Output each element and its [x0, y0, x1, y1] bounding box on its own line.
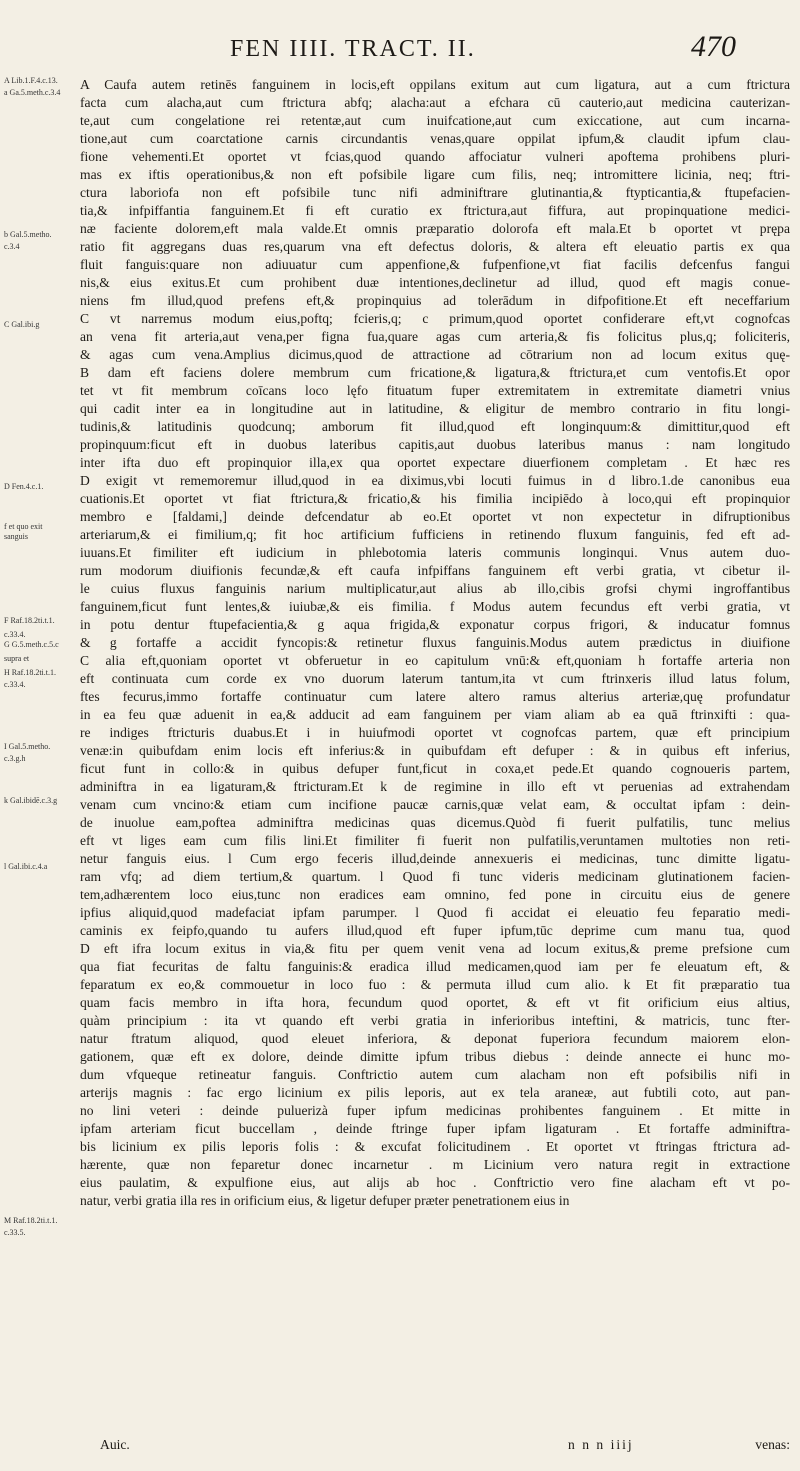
text-line: arterijs magnis : fac ergo licinium ex pilis leporis, aut ex tela araneæ, aut fubtili coto, aut pan-	[80, 1085, 790, 1100]
running-header	[80, 30, 780, 72]
text-line: venam cum vncino:& etiam cum incifione paucæ carnis,quæ velat eam, & occultat ipfam : dein-	[80, 797, 790, 812]
text-line: rum modorum diuifionis fecundæ,& eft caufa infpiffans fanguinem eft verbi gratia, vt cibetur il-	[80, 563, 790, 578]
text-line: inter ifta duo eft propinquior illa,ex qua oportet expectare diuerfionem completam . Et hæc res	[80, 455, 790, 470]
text-line: qui cadit inter ea in longitudine aut in latitudine, & eligitur de membro contrario in fitu longi-	[80, 401, 790, 416]
text-line: ram vfq; ad diem tertium,& quartum. l Quod fi tunc videris medicinam glutinationem facien-	[80, 869, 790, 884]
text-line: & g fortaffe a accidit fyncopis:& retinetur fluxus fanguinis.Modus autem prædictus in diuifione	[80, 635, 790, 650]
text-line: le cuius fluxus fanguinis narium multiplicatur,aut alius ab illo,cibis grofsi chymi ingroffantibus	[80, 581, 790, 596]
marginal-note: k Gal.ibidē.c.3.g	[4, 796, 58, 805]
text-line: propinquum:ficut eft in duobus lateribus capitis,aut duobus lateribus manus : nam longitudo	[80, 437, 790, 452]
text-line: arteriarum,& ei fimilium,q; fit hoc artificium fufficiens in retinendo fluxum fanguinis, fed eft ad-	[80, 527, 790, 542]
marginal-note: c.3.4	[4, 242, 20, 251]
marginal-notes	[4, 76, 76, 1436]
marginal-note: G G.5.meth.c.5.c	[4, 640, 59, 649]
text-line: de inuolue eam,poftea adminiftra medicinas quas dicemus.Quòd fi fuerit pulfatilis, tunc melius	[80, 815, 790, 830]
marginal-note: c.33.4.	[4, 680, 26, 689]
text-line: membro e [faldami,] deinde defcendatur ab eo.Et oportet vt non expectetur in difruptionibus	[80, 509, 790, 524]
text-line: hærente, quæ non feparetur donec incarnetur . m Licinium vero natura regit in extractione	[80, 1157, 790, 1172]
marginal-note: A Lib.1.F.4.c.13.	[4, 76, 58, 85]
text-line: tem,adhærentem loco eius,tunc non eradices eam omnino, fed pone in circuitu eius de genere	[80, 887, 790, 902]
text-line: tudinis,& latitudinis quodcunq; amborum fit illud,quod eft longinquum:& dimittitur,quod eft	[80, 419, 790, 434]
text-line: tia,& infpiffantia fanguinem.Et fi eft curatio ex ftrictura,aut fiffura, aut propinquatione medici-	[80, 203, 790, 218]
text-line: ratio fit aggregans duas res,quarum vna eft defectus doloris, & altera eft eleuatio partis ex qua	[80, 239, 790, 254]
text-line: eft vt liges eam cum filis lini.Et fimiliter fi fuerit non pulfatilis,veruntamen multoties non reti-	[80, 833, 790, 848]
text-line: tet vt fit membrum coīcans loco lęfo fituatum fuper extremitatem in extremitate diametri vnius	[80, 383, 790, 398]
text-line: fluit fanguis:quare non adiuuatur cum appenfione,& fufpenfione,vt fiat facilis defcenfus fangui	[80, 257, 790, 272]
text-line: dum vfqueque retineatur fanguis. Conftrictio autem cum alacham non eft pofsibilis nifi in	[80, 1067, 790, 1082]
marginal-note: sanguis	[4, 532, 28, 541]
text-line: caminis ex feipfo,quando tu aufers illud,quod eft fuper ipfum,tūc deprime cum manu tua, quod	[80, 923, 790, 938]
text-line: niens fm illud,quod prefens eft,& propinquius ad tolerādum in difpofitione.Et eft neceffarium	[80, 293, 790, 308]
text-line: adminiftra in ea ligaturam,& ftricturam.Et k de regimine in illo eft vt peruenias ad extrahendam	[80, 779, 790, 794]
text-line: A Caufa autem retinēs fanguinem in locis,eft oppilans exitum aut cum ligatura, aut a cum ftrictura	[80, 77, 790, 92]
text-line: ctura laboriofa non eft pofsibile tunc nifi adminiftrare glutinantia,& ftypticantia,& ftupefacien-	[80, 185, 790, 200]
text-line: tione,aut cum coarctatione carnis circundantis venas,quare oppilat ipfum,& claudit ipfum clau-	[80, 131, 790, 146]
marginal-note: H Raf.18.2ti.t.1.	[4, 668, 56, 677]
text-line: gationem, quæ eft ex dolore, deinde dimitte ipfum tribus diebus : deinde annecte ei hunc mo-	[80, 1049, 790, 1064]
main-text	[80, 76, 790, 1210]
text-line: cuationis.Et oportet vt fiat ftrictura,& fricatio,& his fimilia incipiēdo à loco,qui eft propinquior	[80, 491, 790, 506]
marginal-note: F Raf.18.2ti.t.1.	[4, 616, 55, 625]
text-line: te,aut cum congelatione rei retentæ,aut cum inuifcatione,aut cum exiccatione, aut cum incarna-	[80, 113, 790, 128]
text-line: in ea feu quæ aduenit in ea,& adducit ad eam fanguinem per viam aliam ab ea quā ftrinxifti : qua-	[80, 707, 790, 722]
text-line: in potu dentur ftupefacientia,& g aqua frigida,& exponatur corpus frigori, & inducatur fomnus	[80, 617, 790, 632]
text-line: eft continuata cum corde ex vno duorum laterum tantum,ita vt cum ftrinxeris illud latus folum,	[80, 671, 790, 686]
text-line: C alia eft,quoniam oportet vt obferuetur in eo capitulum vnū:& eft,quoniam h fortaffe arteria non	[80, 653, 790, 668]
text-line: & agas cum vena.Amplius dicimus,quod de attractione ad cōtrarium non ad locum exitus quę-	[80, 347, 790, 362]
text-line: qua fiat fecuritas de faltu fanguinis:& eradica illud medicamen,quod iam per fe eleuatum eft, &	[80, 959, 790, 974]
signature-mark: n n n iiij	[568, 1437, 634, 1452]
text-line: quàm principium : ita vt quando eft verbi gratia in inferioribus inteftini, & matricis, tunc fter-	[80, 1013, 790, 1028]
text-line: nis,& eius exitus.Et cum prohibent duæ intentiones,declinetur ad illud, quod eft magis conue-	[80, 275, 790, 290]
marginal-note: C Gal.ibi.g	[4, 320, 40, 329]
text-line: netur fanguis eius. l Cum ergo feceris illud,deinde annexueris ei medicinas, tunc dimitte ligatu-	[80, 851, 790, 866]
marginal-note: l Gal.ibi.c.4.a	[4, 862, 48, 871]
text-line: venæ:in quibufdam enim locis eft inferius:& in quibufdam eft defuper : & in quibus eft inferius,	[80, 743, 790, 758]
text-line: fione vehementi.Et oportet vt fcias,quod quando affociatur vulneri apoftema prohibens pluri-	[80, 149, 790, 164]
text-line: bis licinium ex pilis leporis folis : & excufat folicitudinem . Et oportet vt ftringas ftrictura ad-	[80, 1139, 790, 1154]
marginal-note: supra et	[4, 654, 30, 663]
text-line: facta cum alacha,aut cum ftrictura abfq; alacha:aut a efchara cū cauterio,aut medicina cauterizan-	[80, 95, 790, 110]
marginal-note: f et quo exit	[4, 522, 43, 531]
text-line: C vt narremus modum eius,poftq; fcieris,q; c primum,quod oportet confiderare eft,vt cognofcas	[80, 311, 790, 326]
marginal-note: D Fen.4.c.1.	[4, 482, 44, 491]
marginal-note: c.3.g.h	[4, 754, 26, 763]
text-line: ficut funt in collo:& in quibus defuper funt,ficut in coxa,et pede.Et quando cognoueris partem,	[80, 761, 790, 776]
marginal-note: c.33.5.	[4, 1228, 26, 1237]
text-line: feparatum ex eo,& commouetur in loco fuo : & permuta illud cum alio. k Et fit præparatio tua	[80, 977, 790, 992]
text-line: an vena fit arteria,aut vena,per figna fua,quare agas cum arteria,& fis folicitus plus,q; foliciteris,	[80, 329, 790, 344]
page-title: FEN IIII. TRACT. II.	[230, 36, 476, 62]
marginal-note: I Gal.5.metho.	[4, 742, 51, 751]
page-footer	[80, 1437, 790, 1457]
marginal-note: c.33.4.	[4, 630, 26, 639]
text-line: no lini veteri : deinde puluerizà fuper ipfum medicinas prohibentes fanguinem . Et mitte in	[80, 1103, 790, 1118]
text-line: B dam eft faciens dolere membrum cum fricatione,& ligatura,& ftrictura,et cum ventofis.Et opor	[80, 365, 790, 380]
text-line: natur, verbi gratia illa res in orificium eius, & ligetur defuper præter penetrationem eius in	[80, 1193, 570, 1208]
footer-author: Auic.	[100, 1437, 130, 1452]
page-number: 470	[691, 30, 736, 63]
text-line: ftes fecurus,immo fortaffe continuatur cum latere altero ramus alterius arteriæ,quę profundatur	[80, 689, 790, 704]
text-line: næ faciente dolorem,eft mala valde.Et omnis præparatio dolorofa eft mala.Et b oportet vt prępa	[80, 221, 790, 236]
text-line: fanguinem,ficut funt lentes,& iuiubæ,& eis fimilia. f Modus autem fecundus eft verbi gratia, vt	[80, 599, 790, 614]
text-line: natur ftratum aliquod, quod eleuet inferiora, & deponat fuperiora fecundum maiorem elon-	[80, 1031, 790, 1046]
text-line: quam facis membro in ifta hora, fecundum quod oportet, & eft vt fit orificium eius altius,	[80, 995, 790, 1010]
text-line: ipfam arteriam ficut buccellam , deinde ftringe fuper ipfam ligaturam . Et fortaffe adminiftra-	[80, 1121, 790, 1136]
text-line: eius paulatim, & expulfione eius, aut alijs ab hoc . Conftrictio vero fine alacham eft vt po-	[80, 1175, 790, 1190]
text-line: iuuans.Et fimiliter eft iudicium in phlebotomia lateris communis longinqui. Vnus autem duo-	[80, 545, 790, 560]
text-line: mas ex iftis operationibus,& non eft pofsibile ligare cum filis, neq; intromittere licinia, neq; ftri-	[80, 167, 790, 182]
text-line: ipfius aliquid,quod madefaciat ipfam parumper. l Quod fi accidat ei eleuatio feu feparatio medi-	[80, 905, 790, 920]
text-line: D eft ifra locum exitus in via,& fitu per quem venit vena ad locum exitus,& preme prefsione cum	[80, 941, 790, 956]
text-line: re indiges ftricturis duabus.Et i in huiufmodi oportet vt cognofcas partem, quæ eft principium	[80, 725, 790, 740]
marginal-note: a Ga.5.meth.c.3.4	[4, 88, 61, 97]
text-line: D exigit vt rememoremur illud,quod in ea diximus,vbi locuti fuimus in d libro.1.de canonibus eua	[80, 473, 790, 488]
catchword: venas:	[755, 1437, 790, 1452]
marginal-note: b Gal.5.metho.	[4, 230, 52, 239]
marginal-note: M Raf.18.2ti.t.1.	[4, 1216, 58, 1225]
